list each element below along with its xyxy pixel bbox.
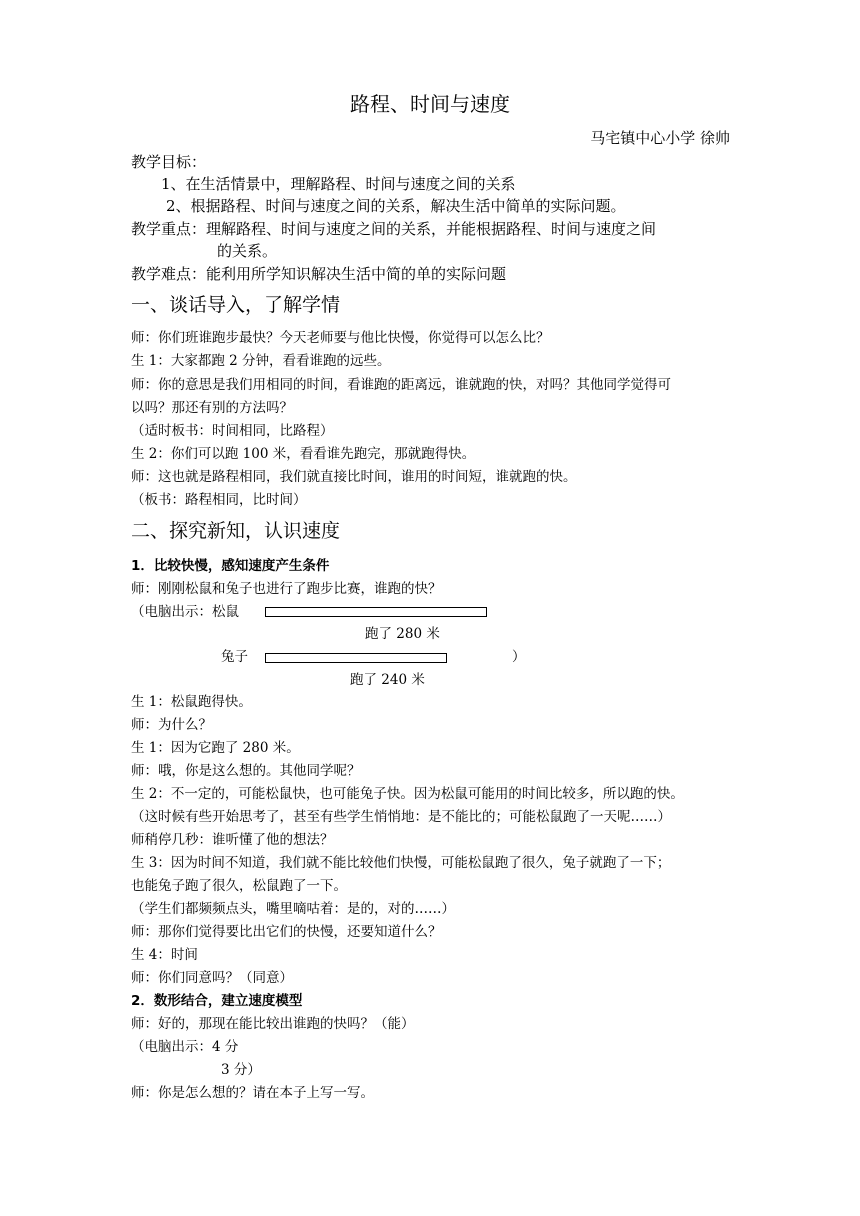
goals-label: 教学目标： xyxy=(131,153,207,171)
dialogue-line: 师：这也就是路程相同，我们就直接比时间，谁用的时间短，谁就跑的快。 xyxy=(131,469,577,485)
rabbit-distance-caption: 跑了 240 米 xyxy=(350,672,425,688)
key-points-line-2: 的关系。 xyxy=(217,242,278,260)
dialogue-line: 生 3：因为时间不知道，我们就不能比较他们快慢，可能松鼠跑了很久，兔子就跑了一下； xyxy=(131,855,671,871)
dialogue-line: 也能兔子跑了很久，松鼠跑了一下。 xyxy=(131,878,347,894)
dialogue-line: （适时板书：时间相同，比路程） xyxy=(131,423,334,439)
close-parenthesis: ） xyxy=(512,649,526,665)
difficulty-line: 教学难点：能利用所学知识解决生活中简的单的实际问题 xyxy=(131,265,507,283)
dialogue-line: 师：那你们觉得要比出它们的快慢，还要知道什么？ xyxy=(131,924,442,940)
dialogue-line: 师：好的，那现在能比较出谁跑的快吗？（能） xyxy=(131,1016,415,1032)
dialogue-line: 生 2：不一定的，可能松鼠快，也可能兔子快。因为松鼠可能用的时间比较多，所以跑的快。 xyxy=(131,786,684,802)
dialogue-line: 师：哦，你是这么想的。其他同学呢？ xyxy=(131,763,361,779)
page-title: 路程、时间与速度 xyxy=(350,92,510,116)
dialogue-line: 生 1：大家都跑 2 分钟，看看谁跑的远些。 xyxy=(131,353,391,369)
dialogue-line: 师：为什么？ xyxy=(131,717,212,733)
rabbit-distance-bar xyxy=(265,653,447,663)
dialogue-line: 师：你的意思是我们用相同的时间，看谁跑的距离远，谁就跑的快，对吗？其他同学觉得可 xyxy=(131,377,671,393)
dialogue-line: （板书：路程相同，比时间） xyxy=(131,492,307,508)
dialogue-line: 师：你们班谁跑步最快？今天老师要与他比快慢，你觉得可以怎么比？ xyxy=(131,330,550,346)
dialogue-line: 师：刚刚松鼠和兔子也进行了跑步比赛，谁跑的快？ xyxy=(131,581,442,597)
subsection-heading-2: 2．数形结合，建立速度模型 xyxy=(131,993,303,1009)
goal-item-2: 2、根据路程、时间与速度之间的关系，解决生活中简单的实际问题。 xyxy=(166,197,626,215)
section-heading-2: 二、探究新知，认识速度 xyxy=(131,520,341,542)
squirrel-distance-caption: 跑了 280 米 xyxy=(365,626,440,642)
squirrel-label: （电脑出示：松鼠 xyxy=(131,604,239,620)
key-points-line-1: 教学重点：理解路程、时间与速度之间的关系，并能根据路程、时间与速度之间 xyxy=(131,220,657,238)
dialogue-line: （学生们都频频点头，嘴里嘀咕着：是的，对的……） xyxy=(131,901,455,917)
dialogue-line: 生 4：时间 xyxy=(131,947,198,963)
time-display-line-1: （电脑出示：4 分 xyxy=(131,1039,239,1055)
section-heading-1: 一、谈话导入，了解学情 xyxy=(131,294,341,316)
squirrel-distance-bar xyxy=(265,607,487,617)
dialogue-line: 师稍停几秒：谁听懂了他的想法？ xyxy=(131,832,334,848)
rabbit-label: 兔子 xyxy=(221,649,248,665)
subsection-heading-1: 1．比较快慢，感知速度产生条件 xyxy=(131,558,330,574)
author-line: 马宅镇中心小学 徐帅 xyxy=(590,129,730,147)
dialogue-line: 师：你们同意吗？（同意） xyxy=(131,970,293,986)
dialogue-line: 生 1：因为它跑了 280 米。 xyxy=(131,740,300,756)
dialogue-line: 生 2：你们可以跑 100 米，看看谁先跑完，那就跑得快。 xyxy=(131,446,476,462)
dialogue-line: 生 1：松鼠跑得快。 xyxy=(131,694,252,710)
dialogue-line: （这时候有些开始思考了，甚至有些学生悄悄地：是不能比的；可能松鼠跑了一天呢……） xyxy=(131,809,671,825)
goal-item-1: 1、在生活情景中，理解路程、时间与速度之间的关系 xyxy=(161,175,516,193)
dialogue-line: 师：你是怎么想的？请在本子上写一写。 xyxy=(131,1085,374,1101)
time-display-line-2: 3 分） xyxy=(221,1062,261,1078)
dialogue-line: 以吗？那还有别的方法吗？ xyxy=(131,400,293,416)
